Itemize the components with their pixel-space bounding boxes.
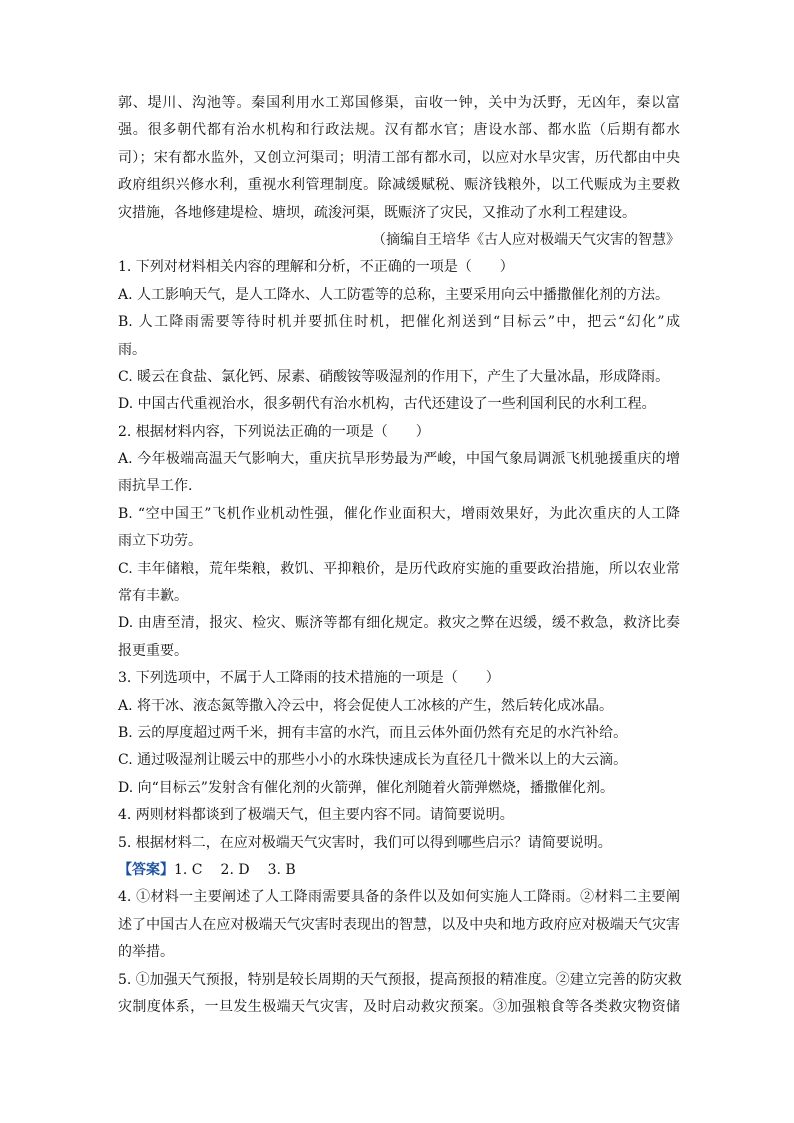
question-1-option-c: C. 暖云在食盐、氯化钙、尿素、硝酸铵等吸湿剂的作用下，产生了大量冰晶，形成降雨。 — [118, 368, 670, 385]
question-2-option-d-cont: 报更重要。 — [118, 642, 188, 659]
question-4-stem: 4. 两则材料都谈到了极端天气，但主要内容不同。请简要说明。 — [118, 807, 514, 824]
question-2-option-b-cont: 雨立下功劳。 — [118, 533, 202, 550]
answer-4-line: 4. ①材料一主要阐述了人工降雨需要具备的条件以及如何实施人工降雨。②材料二主要阐 — [118, 889, 680, 906]
passage-line: 郭、堤川、沟池等。秦国利用水工郑国修渠，亩收一钟，关中为沃野，无凶年，秦以富 — [118, 95, 680, 111]
question-2-option-a: A. 今年极端高温天气影响大，重庆抗旱形势最为严峻，中国气象局调派飞机驰援重庆的增 — [118, 451, 680, 468]
answer-line — [118, 860, 680, 880]
passage-source: （摘编自王培华《古人应对极端天气灾害的智慧》 — [372, 231, 680, 248]
question-3-option-b: B. 云的厚度超过两千米，拥有丰富的水汽，而且云体外面仍然有充足的水汽补给。 — [118, 724, 628, 741]
question-2-option-c-cont: 常有丰歉。 — [118, 588, 188, 605]
answer-tag: 【答案】 — [118, 861, 174, 878]
question-3-stem: 3. 下列选项中，不属于人工降雨的技术措施的一项是（ ） — [118, 670, 500, 687]
question-1-option-a: A. 人工影响天气，是人工降水、人工防雹等的总称，主要采用向云中播撒催化剂的方法。 — [118, 286, 670, 303]
answer-mc-3: 3. B — [267, 861, 296, 878]
question-1-option-b: B. 人工降雨需要等待时机并要抓住时机，把催化剂送到“目标云”中，把云“幻化”成 — [118, 314, 680, 331]
passage-line: 灾措施，各地修建堤检、塘坝，疏浚河渠，既赈济了灾民，又推动了水利工程建设。 — [118, 204, 636, 221]
question-2-option-a-cont: 雨抗旱工作. — [118, 478, 193, 495]
answer-mc-2: 2. D — [220, 861, 250, 878]
question-2-option-b: B. “空中国王”飞机作业机动性强，催化作业面积大，增雨效果好，为此次重庆的人工降 — [118, 505, 680, 522]
passage-line: 政府组织兴修水利，重视水利管理制度。除减缓赋税、赈济钱粮外，以工代赈成为主要救 — [118, 177, 680, 194]
answer-5-line: 灾制度体系，一旦发生极端天气灾害，及时启动救灾预案。③加强粮食等各类救灾物资储 — [118, 998, 680, 1015]
answer-5-line: 5. ①加强天气预报，特别是较长周期的天气预报，提高预报的精准度。②建立完善的防灾救 — [118, 971, 682, 988]
answer-mc-1: 1. C — [174, 861, 203, 878]
question-2-stem: 2. 根据材料内容，下列说法正确的一项是（ ） — [118, 423, 430, 440]
question-1-option-d: D. 中国古代重视治水，很多朝代有治水机构，古代还建设了一些利国利民的水利工程。 — [118, 396, 656, 413]
answer-4-line: 的举措。 — [118, 944, 174, 961]
document-page — [118, 93, 680, 1024]
question-3-option-a: A. 将干冰、液态氮等撒入冷云中，将会促使人工冰核的产生，然后转化成冰晶。 — [118, 697, 614, 714]
answer-4-line: 述了中国古人在应对极端天气灾害时表现出的智慧，以及中央和地方政府应对极端天气灾害 — [118, 916, 680, 933]
question-2-option-d: D. 由唐至清，报灾、检灾、赈济等都有细化规定。救灾之弊在迟缓，缓不救急，救济比奏 — [118, 615, 680, 632]
passage-line: 强。很多朝代都有治水机构和行政法规。汉有都水官；唐设水部、都水监（后期有都水 — [118, 122, 680, 139]
question-3-option-c: C. 通过吸湿剂让暖云中的那些小小的水珠快速成长为直径几十微米以上的大云滴。 — [118, 752, 628, 769]
question-1-option-b-cont: 雨。 — [118, 341, 146, 358]
question-2-option-c: C. 丰年储粮，荒年柴粮，救饥、平抑粮价，是历代政府实施的重要政治措施，所以农业常 — [118, 560, 680, 577]
question-5-stem: 5. 根据材料二，在应对极端天气灾害时，我们可以得到哪些启示？请简要说明。 — [118, 834, 612, 851]
question-1-stem: 1. 下列对材料相关内容的理解和分析，不正确的一项是（ ） — [118, 259, 514, 276]
question-3-option-d: D. 向“目标云”发射含有催化剂的火箭弹，催化剂随着火箭弹燃烧，播撒催化剂。 — [118, 779, 614, 796]
passage-line: 司）；宋有都水监外，又创立河渠司；明清工部有都水司，以应对水旱灾害，历代都由中央 — [118, 149, 680, 166]
